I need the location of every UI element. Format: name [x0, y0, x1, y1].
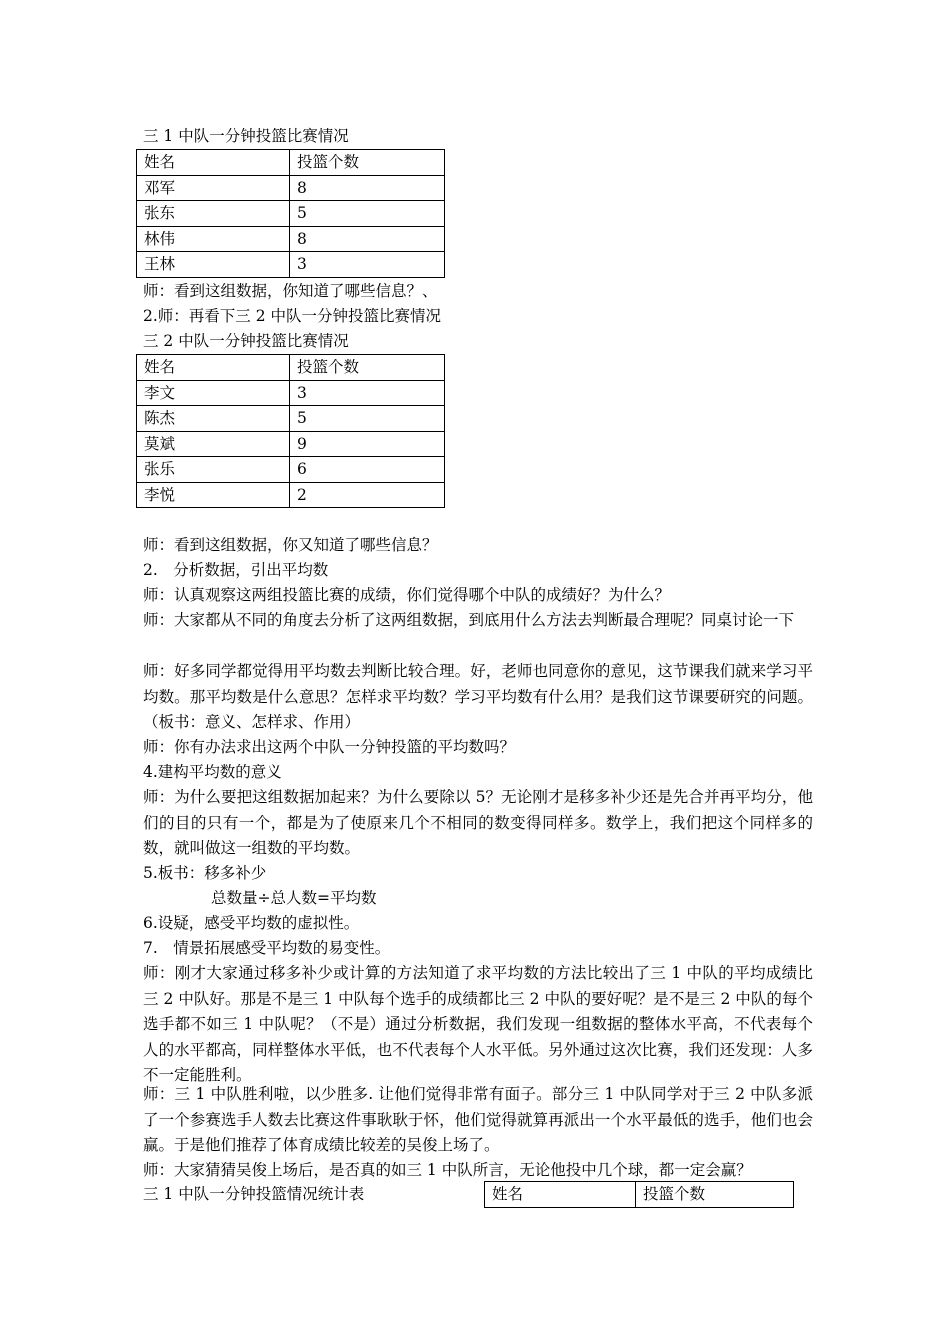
section-heading: 7. 情景拓展感受平均数的易变性。	[143, 939, 391, 957]
paragraph: 师：你有办法求出这两个中队一分钟投篮的平均数吗？	[143, 738, 516, 756]
section-heading: 4.建构平均数的意义	[143, 763, 282, 781]
cell-name: 邓军	[137, 175, 290, 201]
cell-name: 张乐	[137, 457, 290, 483]
table2-header-count: 投篮个数	[290, 355, 445, 381]
table-row	[137, 252, 445, 278]
table1-header-row	[137, 150, 445, 176]
paragraph: 师：看到这组数据，你又知道了哪些信息？	[143, 536, 438, 554]
cell-count: 9	[290, 431, 445, 457]
cell-count: 3	[290, 252, 445, 278]
cell-count: 8	[290, 226, 445, 252]
paragraph: 师：看到这组数据，你知道了哪些信息？、	[143, 282, 438, 300]
table2-caption: 三 2 中队一分钟投篮比赛情况	[143, 332, 349, 350]
paragraph: 师：刚才大家通过移多补少或计算的方法知道了求平均数的方法比较出了三 1 中队的平均成绩比三 2 中队好。那是不是三 1 中队每个选手的成绩都比三 2 中队的要好呢？是不是三 2 中队的每个选手都不如三 1 中队呢？（不是）通过分析数据，我们发现一组数据的整体水平高，不代表每个人的水平都高，同样整体水平低，也不代表每个人水平低。另外通过这次比赛，我们还发现：人多不一定能胜利。	[143, 964, 813, 1084]
table1-header-count: 投篮个数	[290, 150, 445, 176]
table-row	[137, 406, 445, 432]
paragraph: 师：好多同学都觉得用平均数去判断比较合理。好，老师也同意你的意见，这节课我们就来学习平均数。那平均数是什么意思？怎样求平均数？学习平均数有什么用？是我们这节课要研究的问题。（板书：意义、怎样求、作用）	[143, 662, 813, 731]
section-heading: 6.设疑，感受平均数的虚拟性。	[143, 914, 360, 932]
table1-header-name: 姓名	[137, 150, 290, 176]
table1	[136, 149, 445, 278]
section-heading: 2. 分析数据，引出平均数	[143, 561, 329, 579]
cell-name: 张东	[137, 201, 290, 227]
table2-header-name: 姓名	[137, 355, 290, 381]
cell-count: 5	[290, 201, 445, 227]
table-row	[137, 201, 445, 227]
table3-caption: 三 1 中队一分钟投篮情况统计表	[143, 1185, 365, 1203]
cell-name: 莫斌	[137, 431, 290, 457]
cell-count: 3	[290, 380, 445, 406]
table3-header-name: 姓名	[485, 1182, 636, 1208]
paragraph: 师：大家猜猜吴俊上场后，是否真的如三 1 中队所言，无论他投中几个球，都一定会赢？	[143, 1161, 752, 1179]
paragraph: 师：认真观察这两组投篮比赛的成绩，你们觉得哪个中队的成绩好？为什么？	[143, 586, 671, 604]
cell-count: 8	[290, 175, 445, 201]
table-row	[137, 175, 445, 201]
table3-header-row	[485, 1182, 794, 1208]
table2	[136, 354, 445, 508]
paragraph: 2.师：再看下三 2 中队一分钟投篮比赛情况	[143, 307, 442, 325]
formula: 总数量÷总人数=平均数	[211, 889, 377, 907]
table1-caption: 三 1 中队一分钟投篮比赛情况	[143, 127, 349, 145]
cell-name: 林伟	[137, 226, 290, 252]
table-row	[137, 380, 445, 406]
cell-name: 李悦	[137, 482, 290, 508]
table-row	[137, 226, 445, 252]
paragraph: 师：大家都从不同的角度去分析了这两组数据，到底用什么方法去判断最合理呢？同桌讨论一下	[143, 611, 795, 629]
cell-name: 陈杰	[137, 406, 290, 432]
paragraph: 师：为什么要把这组数据加起来？为什么要除以 5？无论刚才是移多补少还是先合并再平均分，他们的目的只有一个，都是为了使原来几个不相同的数变得同样多。数学上，我们把这个同样多的数，就叫做这一组数的平均数。	[143, 788, 813, 857]
table2-header-row	[137, 355, 445, 381]
cell-name: 李文	[137, 380, 290, 406]
table-row	[137, 431, 445, 457]
board-note: 5.板书：移多补少	[143, 864, 267, 882]
table-row	[137, 482, 445, 508]
cell-name: 王林	[137, 252, 290, 278]
paragraph: 师：三 1 中队胜利啦，以少胜多. 让他们觉得非常有面子。部分三 1 中队同学对于三 2 中队多派了一个参赛选手人数去比赛这件事耿耿于怀，他们觉得就算再派出一个水平最低的选手，他们也会赢。于是他们推荐了体育成绩比较差的吴俊上场了。	[143, 1085, 813, 1154]
table-row	[137, 457, 445, 483]
cell-count: 6	[290, 457, 445, 483]
cell-count: 5	[290, 406, 445, 432]
table3-header-count: 投篮个数	[636, 1182, 794, 1208]
table3	[484, 1181, 794, 1208]
cell-count: 2	[290, 482, 445, 508]
